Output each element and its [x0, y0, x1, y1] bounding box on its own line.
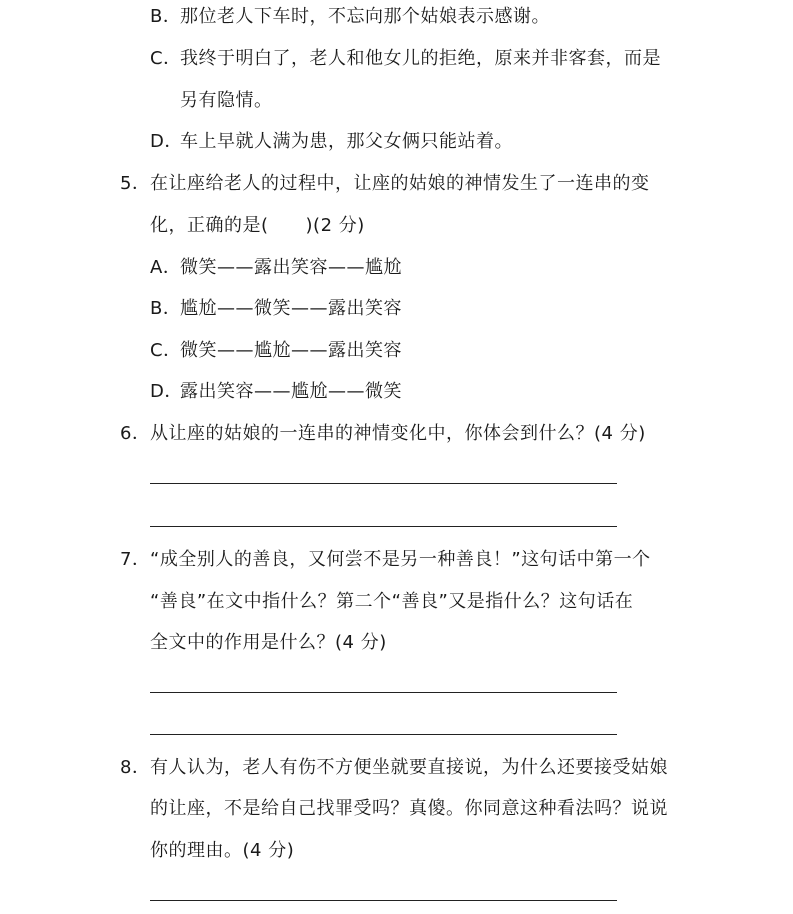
q4-option-d-label: D．: [150, 131, 183, 152]
q8-stem-line2: 的让座，不是给自己找罪受吗？真傻。你同意这种看法吗？说说: [150, 798, 668, 819]
q5-stem-line2: 化，正确的是( )(2 分): [150, 215, 365, 236]
q8-answer-line[interactable]: [150, 900, 617, 901]
q5-option-a-label: A．: [150, 257, 182, 278]
q5-option-b-text: 尴尬——微笑——露出笑容: [180, 298, 402, 319]
q6-answer-line[interactable]: [150, 526, 617, 527]
q4-option-b-text: 那位老人下车时，不忘向那个姑娘表示感谢。: [180, 6, 550, 27]
q5-stem-line1: 在让座给老人的过程中，让座的姑娘的神情发生了一连串的变: [150, 173, 650, 194]
q7-answer-line[interactable]: [150, 734, 617, 735]
q8-stem-line3: 你的理由。(4 分): [150, 840, 295, 861]
q7-number: 7．: [120, 549, 151, 570]
q5-option-c-label: C．: [150, 340, 182, 361]
q4-option-d-text: 车上早就人满为患，那父女俩只能站着。: [180, 131, 513, 152]
q7-stem-line2: “善良”在文中指什么？第二个“善良”又是指什么？这句话在: [150, 591, 634, 612]
q7-answer-line[interactable]: [150, 692, 617, 693]
q6-number: 6．: [120, 423, 151, 444]
q5-option-a-text: 微笑——露出笑容——尴尬: [180, 257, 402, 278]
q6-stem-line1: 从让座的姑娘的一连串的神情变化中，你体会到什么？(4 分): [150, 423, 646, 444]
q5-number: 5．: [120, 173, 151, 194]
q5-option-c-text: 微笑——尴尬——露出笑容: [180, 340, 402, 361]
q4-option-c-label: C．: [150, 48, 182, 69]
q7-stem-line1: “成全别人的善良，又何尝不是另一种善良！”这句话中第一个: [150, 549, 651, 570]
q7-stem-line3: 全文中的作用是什么？(4 分): [150, 632, 387, 653]
q5-option-d-label: D．: [150, 381, 183, 402]
q6-answer-line[interactable]: [150, 483, 617, 484]
q5-option-d-text: 露出笑容——尴尬——微笑: [180, 381, 402, 402]
q4-option-c-continuation: 另有隐情。: [180, 90, 273, 111]
q5-option-b-label: B．: [150, 298, 182, 319]
q4-option-b-label: B．: [150, 6, 182, 27]
q4-option-c-text: 我终于明白了，老人和他女儿的拒绝，原来并非客套，而是: [180, 48, 661, 69]
q8-stem-line1: 有人认为，老人有伤不方便坐就要直接说，为什么还要接受姑娘: [150, 757, 668, 778]
q8-number: 8．: [120, 757, 151, 778]
